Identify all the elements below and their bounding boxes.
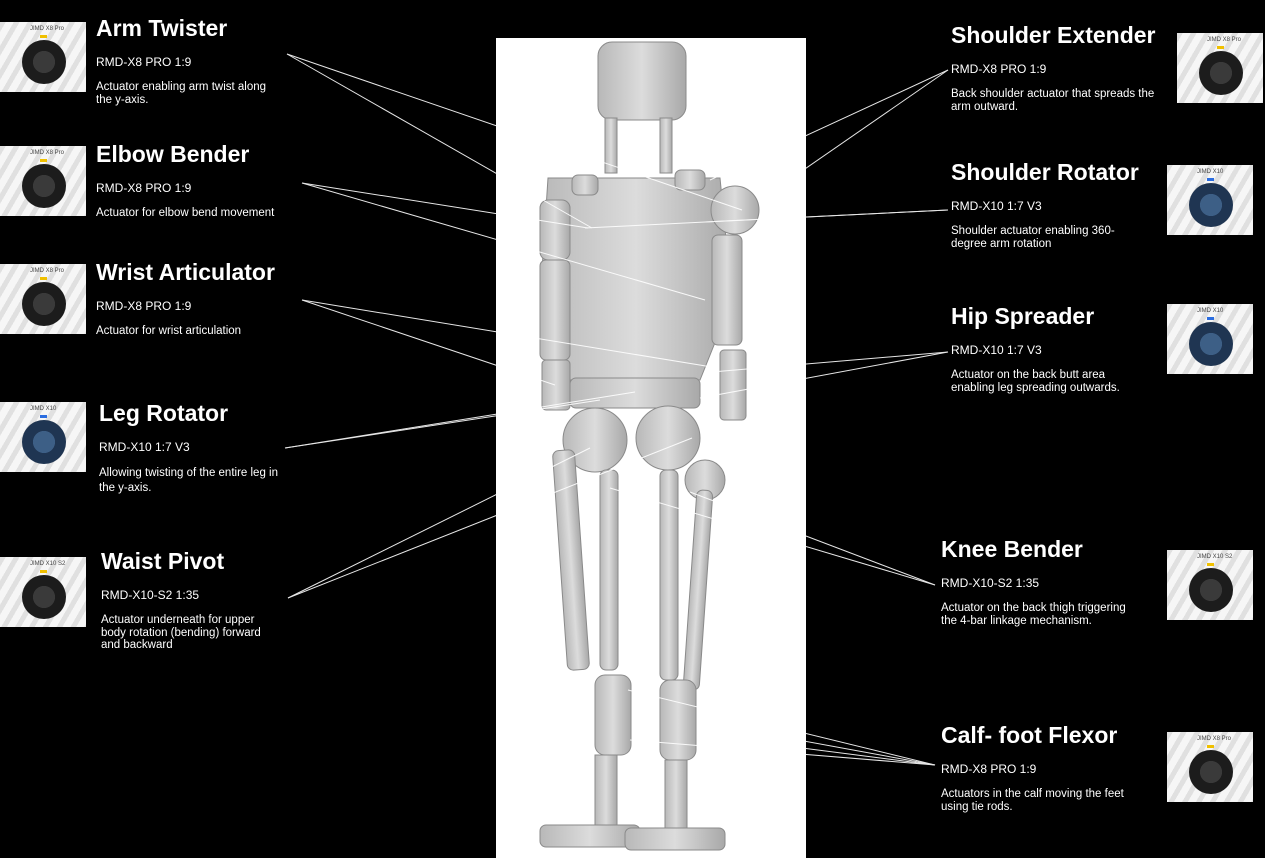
- elbow-bender-model: RMD-X8 PRO 1:9: [96, 181, 192, 195]
- arm-twister-label: [96, 15, 296, 106]
- waist-pivot-thumbnail: JIMD X10 S2: [0, 557, 86, 627]
- wrist-articulator-model: RMD-X8 PRO 1:9: [96, 299, 192, 313]
- leader-line: [760, 70, 948, 200]
- elbow-bender-title: Elbow Bender: [96, 141, 250, 167]
- leader-line: [712, 352, 948, 372]
- leader-line: [288, 438, 692, 598]
- motor-icon: [1189, 183, 1233, 227]
- motor-icon: [1199, 51, 1243, 95]
- knee-bender-label: [941, 536, 1141, 627]
- motor-icon: [1189, 750, 1233, 794]
- arm-twister-desc: Actuator enabling arm twist along the y-axis.: [96, 81, 267, 106]
- shoulder-rotator-desc: Shoulder actuator enabling 360-degree arm rotation: [951, 225, 1115, 250]
- elbow-bender-label: [96, 141, 296, 220]
- hip-spreader-desc: Actuator on the back butt area enabling leg spreading outwards.: [951, 369, 1120, 394]
- hip-spreader-thumbnail: JIMD X10: [1167, 304, 1253, 374]
- shoulder-rotator-thumbnail: JIMD X10: [1167, 165, 1253, 235]
- knee-bender-desc: Actuator on the back thigh triggering the 4-bar linkage mechanism.: [941, 602, 1126, 627]
- leader-line: [710, 70, 948, 180]
- motor-icon: [22, 40, 66, 84]
- calf-foot-flexor-label: [941, 722, 1141, 813]
- motor-icon: [1189, 322, 1233, 366]
- calf-foot-flexor-model: RMD-X8 PRO 1:9: [941, 762, 1037, 776]
- calf-foot-flexor-desc: Actuators in the calf moving the feet using tie rods.: [941, 788, 1124, 813]
- waist-pivot-title: Waist Pivot: [101, 548, 225, 574]
- leg-rotator-desc: Allowing twisting of the entire leg in the y-axis.: [99, 467, 278, 494]
- wrist-articulator-thumbnail: JIMD X8 Pro: [0, 264, 86, 334]
- motor-icon: [22, 164, 66, 208]
- leader-line: [610, 488, 935, 585]
- calf-foot-flexor-title: Calf- foot Flexor: [941, 722, 1118, 748]
- motor-icon: [1189, 568, 1233, 612]
- wrist-articulator-desc: Actuator for wrist articulation: [96, 325, 242, 337]
- arm-twister-model: RMD-X8 PRO 1:9: [96, 55, 192, 69]
- elbow-bender-thumbnail: JIMD X8 Pro: [0, 146, 86, 216]
- leg-rotator-thumbnail: JIMD X10: [0, 402, 86, 472]
- shoulder-extender-thumbnail: JIMD X8 Pro: [1177, 33, 1263, 103]
- knee-bender-thumbnail: JIMD X10 S2: [1167, 550, 1253, 620]
- arm-twister-thumbnail: JIMD X8 Pro: [0, 22, 86, 92]
- hip-spreader-label: [951, 303, 1151, 394]
- calf-foot-flexor-thumbnail: JIMD X8 Pro: [1167, 732, 1253, 802]
- shoulder-rotator-label: [951, 159, 1161, 250]
- shoulder-rotator-title: Shoulder Rotator: [951, 159, 1139, 185]
- leader-line: [700, 722, 935, 765]
- waist-pivot-model: RMD-X10-S2 1:35: [101, 588, 200, 602]
- wrist-articulator-label: [96, 259, 296, 338]
- motor-icon: [22, 282, 66, 326]
- leg-rotator-model: RMD-X10 1:7 V3: [99, 440, 190, 454]
- robot-figure: [540, 42, 759, 850]
- leader-line: [288, 448, 590, 598]
- shoulder-extender-label: [951, 22, 1171, 113]
- leg-rotator-label: [99, 400, 299, 496]
- wrist-articulator-title: Wrist Articulator: [96, 259, 275, 285]
- hip-spreader-model: RMD-X10 1:7 V3: [951, 343, 1042, 357]
- waist-pivot-label: [101, 548, 301, 652]
- shoulder-extender-desc: Back shoulder actuator that spreads the arm outward.: [951, 88, 1155, 113]
- motor-icon: [22, 420, 66, 464]
- knee-bender-title: Knee Bender: [941, 536, 1083, 562]
- leader-line: [287, 54, 592, 228]
- shoulder-rotator-model: RMD-X10 1:7 V3: [951, 199, 1042, 213]
- waist-pivot-desc: Actuator underneath for upper body rotation (bending) forward and backward: [101, 614, 261, 651]
- leg-rotator-title: Leg Rotator: [99, 400, 229, 426]
- leader-line: [302, 300, 555, 385]
- motor-icon: [22, 575, 66, 619]
- elbow-bender-desc: Actuator for elbow bend movement: [96, 207, 275, 219]
- shoulder-extender-title: Shoulder Extender: [951, 22, 1156, 48]
- knee-bender-model: RMD-X10-S2 1:35: [941, 576, 1040, 590]
- hip-spreader-title: Hip Spreader: [951, 303, 1095, 329]
- leader-line: [690, 492, 935, 585]
- shoulder-extender-model: RMD-X8 PRO 1:9: [951, 62, 1047, 76]
- leader-line: [700, 735, 935, 765]
- arm-twister-title: Arm Twister: [96, 15, 228, 41]
